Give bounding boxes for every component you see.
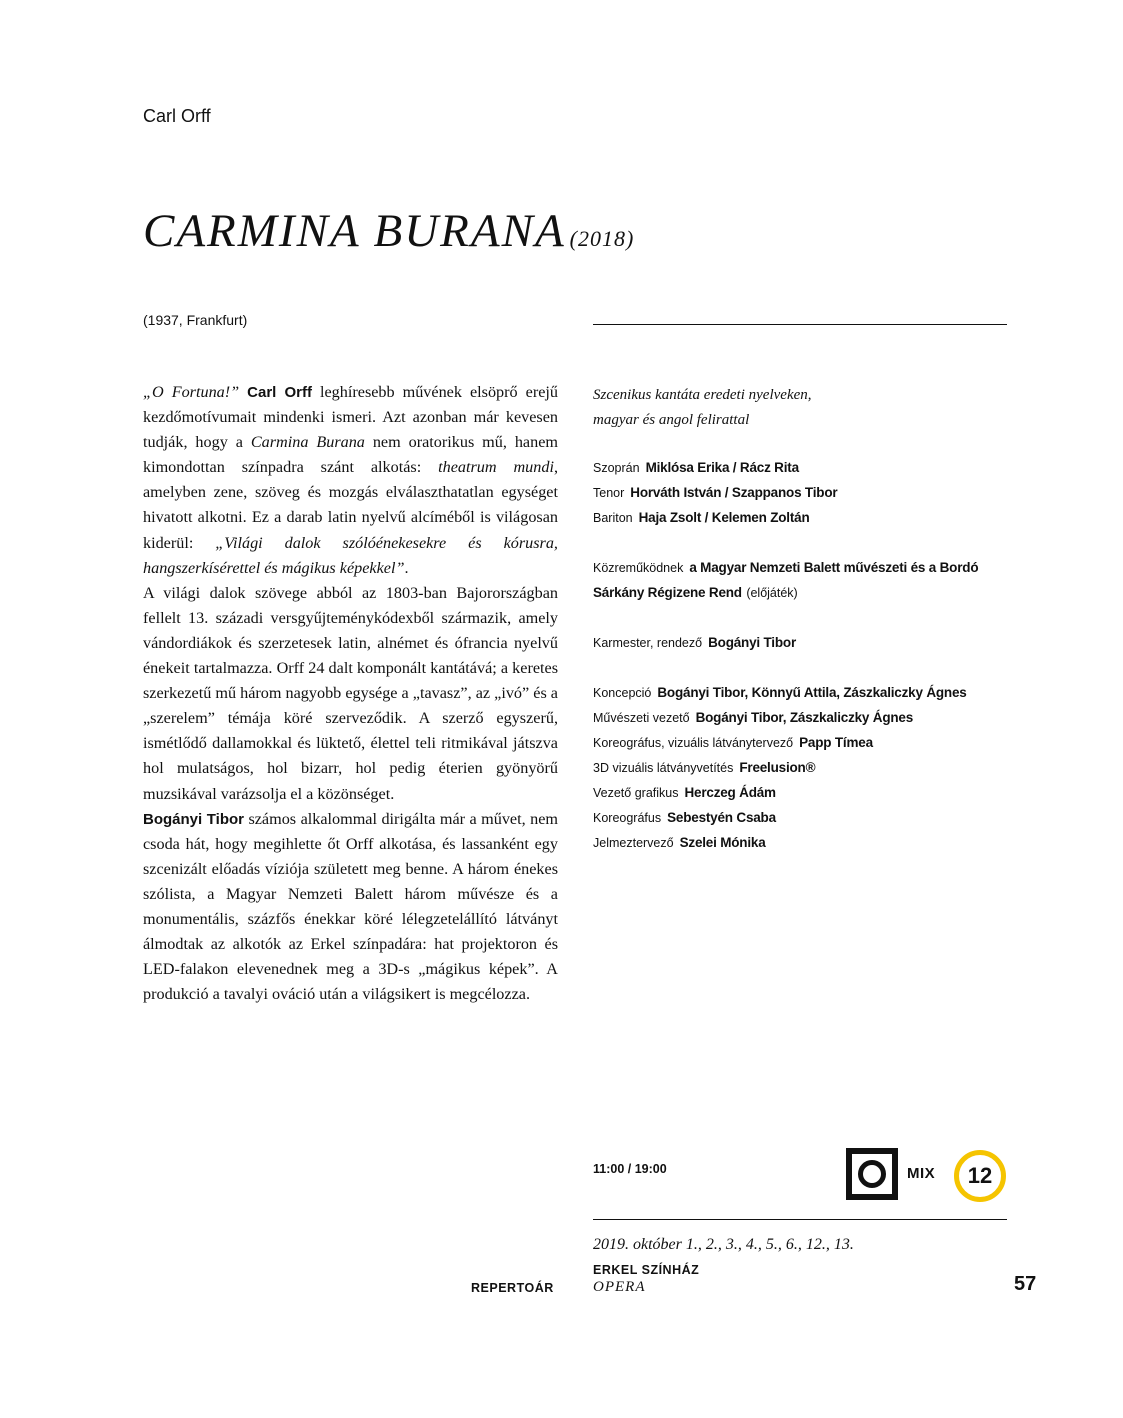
- text-run: , amelyben zene, szöveg és mozgás elválaszthatatlan egységet hivatott alkotni. Ez a darab latin nyelvű alcíméből is világosan kiderül:: [143, 458, 559, 552]
- credit-contributors: [593, 559, 978, 577]
- credit-role: Művészeti vezető: [593, 711, 690, 725]
- credit-name: Herczeg Ádám: [684, 785, 776, 800]
- title-text: CARMINA BURANA: [143, 205, 566, 257]
- premiere-info: (1937, Frankfurt): [143, 312, 248, 328]
- text-run: nem oratorikus mű, hanem kimondottan színpadra szánt alkotás:: [143, 433, 558, 477]
- opera-logo-icon: [846, 1148, 898, 1200]
- mix-label: MIX: [907, 1165, 936, 1182]
- credit-choreographer: [593, 809, 776, 827]
- text-run: .: [404, 558, 409, 577]
- quote-fortuna: „O Fortuna!”: [143, 383, 248, 401]
- paragraph-2: [143, 581, 558, 807]
- work-italic: Carmina Burana: [250, 433, 365, 452]
- conductor-highlight: Bogányi Tibor: [143, 810, 244, 828]
- credit-name: Freelusion®: [739, 760, 816, 775]
- opera-logo-ring: [858, 1160, 886, 1188]
- text-run: A világi dalok szövege abból az 1803-ban Bajorországban fellelt 13. századi versgyűjteménykódexből származik, amely vándordiákok és szerzetesek latin, alnémet és ófrancia nyelvű énekeit tartalmazza. Orff 24 dalt komponált kantátává; a keretes szerkezetű mű három nagyobb egysége a „tavasz”, az „ivó” és a „szerelem” témája köré szerveződik. A szerző egyszerű, ismétlődő dallamokkal és lüktető, élettel teli ritmikával játszva hol mulatságos, hol bizarr, hol pedig éterien gyönyörű muzsikával varázsolja el a közönséget.: [143, 583, 558, 803]
- credit-name: Szelei Mónika: [679, 835, 766, 850]
- text-run: számos alkalommal dirigálta már a művet, nem csoda hát, hogy megihlette őt Orff alkotása, és lassanként egy szcenizált előadás víziója született meg benne. A három énekes szólista, a Magyar Nemzeti Balett három művésze és a monumentális, százfős énekkar köré lélegzetelállító látványt álmodtak az alkotók az Erkel színpadára: hat projektoron és LED-falakon elevenednek meg a 3D-s „mágikus képek”. A produkció a tavalyi ováció után a világsikert is megcélozza.: [143, 809, 558, 1004]
- text-run: leghíresebb művének elsöprő erejű kezdőmotívumait mindenki ismeri. Azt azonban már kevesen tudják, hogy a: [143, 383, 558, 452]
- credit-name: Papp Tímea: [799, 735, 873, 750]
- credit-name: Sárkány Régizene Rend: [593, 585, 742, 600]
- footer-category: OPERA: [593, 1279, 646, 1295]
- credit-name: Haja Zsolt / Kelemen Zoltán: [638, 510, 810, 525]
- credit-role: Koncepció: [593, 686, 652, 700]
- theatrum-italic: theatrum mundi: [438, 458, 554, 477]
- title-year: (2018): [569, 226, 635, 251]
- genre-line: Szcenikus kantáta eredeti nyelveken,: [593, 387, 812, 403]
- description: [143, 380, 558, 1007]
- credit-role: Szoprán: [593, 461, 640, 475]
- credit-costume: [593, 834, 766, 852]
- composer-highlight: Carl Orff: [247, 384, 312, 401]
- genre-line: magyar és angol felirattal: [593, 412, 750, 428]
- credit-role: Jelmeztervező: [593, 836, 674, 850]
- credit-role: Vezető grafikus: [593, 786, 679, 800]
- credit-note: (előjáték): [746, 586, 798, 600]
- credit-role: Bariton: [593, 511, 633, 525]
- credit-soprano: [593, 459, 799, 477]
- credit-role: Koreográfus: [593, 811, 662, 825]
- credit-projection: [593, 759, 815, 777]
- credit-contributors-cont: [593, 584, 798, 602]
- credit-graphic: [593, 784, 776, 802]
- paragraph-1: [143, 380, 558, 581]
- credit-name: Bogányi Tibor: [708, 635, 796, 650]
- credit-role: Közreműködnek: [593, 561, 684, 575]
- divider: [593, 1219, 1007, 1220]
- page-number: 57: [1014, 1273, 1037, 1295]
- credit-art-director: [593, 709, 913, 727]
- credit-name: a Magyar Nemzeti Balett művészeti és a Bordó: [689, 560, 979, 575]
- footer-section: REPERTOÁR: [471, 1281, 554, 1295]
- age-rating-badge: 12: [954, 1150, 1006, 1202]
- venue: ERKEL SZÍNHÁZ: [593, 1263, 700, 1277]
- credit-conductor: [593, 634, 796, 652]
- credit-concept: [593, 684, 967, 702]
- work-title: [143, 204, 634, 258]
- paragraph-3: [143, 807, 558, 1008]
- genre-info: [593, 383, 893, 433]
- credit-role: Tenor: [593, 486, 625, 500]
- credit-tenor: [593, 484, 837, 502]
- credit-role: Karmester, rendező: [593, 636, 703, 650]
- credit-name: Bogányi Tibor, Zászkaliczky Ágnes: [695, 710, 914, 725]
- credit-role: 3D vizuális látványvetítés: [593, 761, 734, 775]
- performance-dates: 2019. október 1., 2., 3., 4., 5., 6., 12., 13.: [593, 1236, 854, 1253]
- show-times: 11:00 / 19:00: [593, 1162, 667, 1176]
- credit-name: Bogányi Tibor, Könnyű Attila, Zászkaliczky Ágnes: [657, 685, 967, 700]
- credit-baritone: [593, 509, 810, 527]
- subtitle-italic: „Világi dalok szólóénekesekre és kórusra, hangszerkísérettel és mágikus képekkel”: [143, 533, 558, 577]
- credit-name: Sebestyén Csaba: [667, 810, 776, 825]
- composer-name: Carl Orff: [143, 106, 211, 126]
- credit-role: Koreográfus, vizuális látványtervező: [593, 736, 794, 750]
- credit-name: Horváth István / Szappanos Tibor: [630, 485, 838, 500]
- divider: [593, 324, 1007, 325]
- credit-choreo-visual: [593, 734, 873, 752]
- credit-name: Miklósa Erika / Rácz Rita: [645, 460, 799, 475]
